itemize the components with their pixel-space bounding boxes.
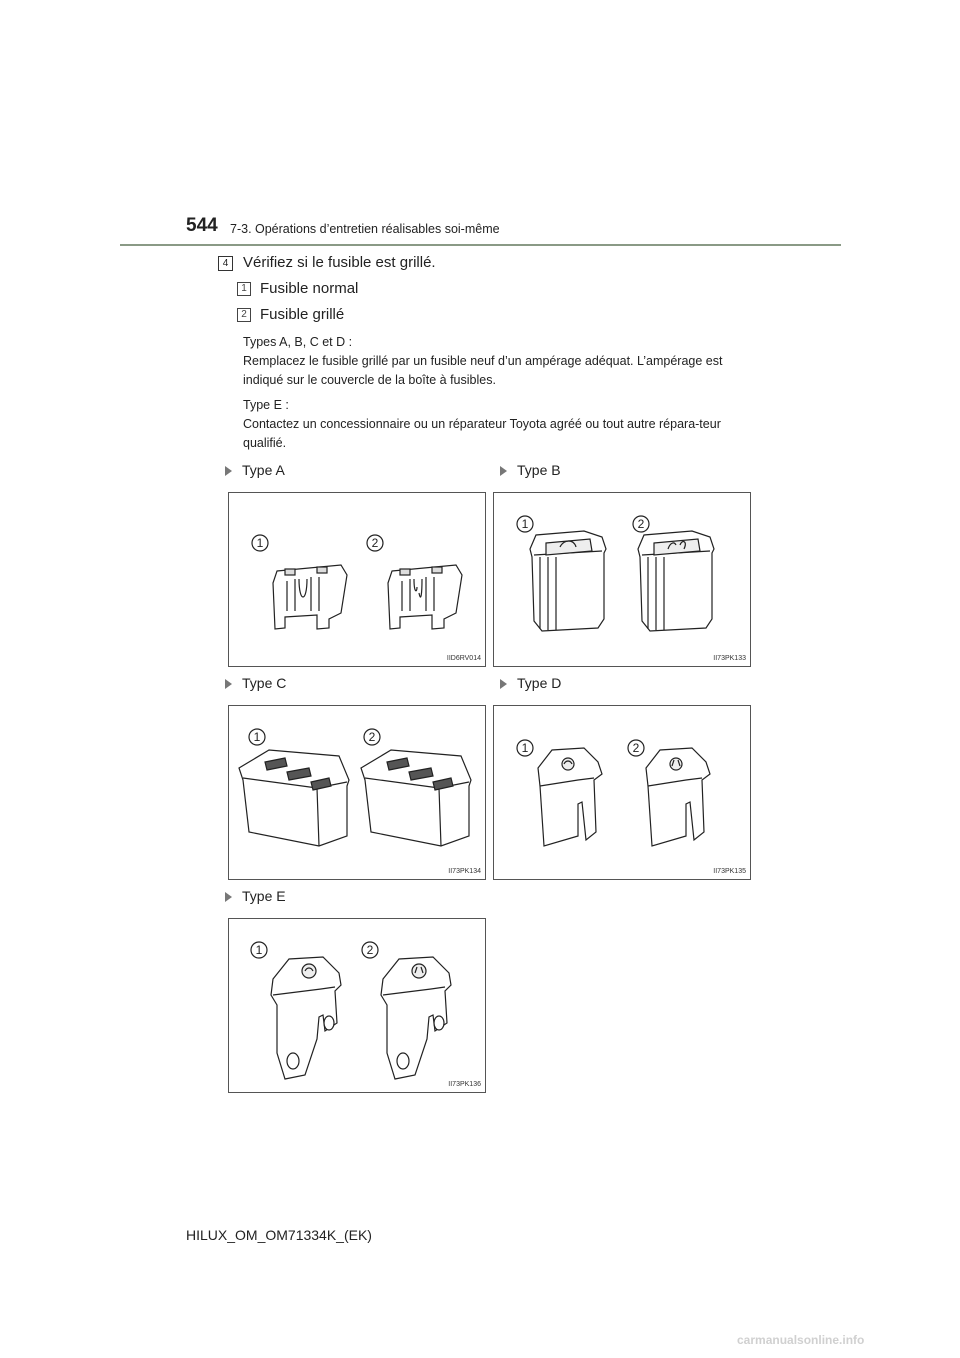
fuse-illustration-type-e: [229, 919, 485, 1092]
figure-code: II73PK134: [448, 868, 481, 875]
figure-code: IID6RV014: [446, 655, 481, 662]
arrow-icon: [225, 466, 232, 476]
figure-type-d: [493, 705, 751, 880]
item-number-1: 1: [237, 282, 251, 296]
paragraph-type-e: [243, 396, 753, 453]
paragraph-types-abcd: [243, 333, 753, 390]
arrow-icon: [225, 679, 232, 689]
callout-2: 2: [366, 943, 374, 957]
watermark-text: carmanualsonline.info: [737, 1333, 865, 1347]
callout-1: 1: [256, 536, 264, 550]
item-label-normal: Fusible normal: [260, 280, 359, 297]
header-divider: [120, 244, 841, 246]
callout-1: 1: [521, 517, 529, 531]
document-footer: HILUX_OM_OM71334K_(EK): [186, 1227, 372, 1243]
section-title: 7-3. Opérations d’entretien réalisables soi-même: [230, 222, 500, 236]
callout-1: 1: [255, 943, 263, 957]
callout-2: 2: [371, 536, 379, 550]
paragraph-lead: Types A, B, C et D :: [243, 335, 353, 349]
figure-label-type-a: Type A: [225, 462, 285, 478]
step-instruction: Vérifiez si le fusible est grillé.: [243, 254, 436, 271]
figure-label-type-c: Type C: [225, 675, 286, 691]
step-number-box: 4: [218, 256, 233, 271]
figure-label-type-e: Type E: [225, 888, 286, 904]
fuse-illustration-type-c: [229, 706, 485, 879]
figure-label-type-d: Type D: [500, 675, 561, 691]
callout-2: 2: [632, 741, 640, 755]
figure-type-c: [228, 705, 486, 880]
item-number-2: 2: [237, 308, 251, 322]
paragraph-lead: Type E :: [243, 398, 289, 412]
figure-code: II73PK135: [713, 868, 746, 875]
item-label-blown: Fusible grillé: [260, 306, 345, 323]
figure-type-b: [493, 492, 751, 667]
fuse-illustration-type-b: [494, 493, 750, 666]
arrow-icon: [500, 679, 507, 689]
page-number: 544: [186, 215, 218, 236]
figure-code: II73PK133: [713, 655, 746, 662]
callout-1: 1: [253, 730, 261, 744]
callout-2: 2: [368, 730, 376, 744]
figure-type-e: [228, 918, 486, 1093]
callout-1: 1: [521, 741, 529, 755]
arrow-icon: [225, 892, 232, 902]
figure-label-type-b: Type B: [500, 462, 561, 478]
paragraph-body: Remplacez le fusible grillé par un fusible neuf d’un ampérage adéquat. L’ampérage est indiqué sur le couvercle de la boîte à fusibles.: [243, 354, 723, 387]
fuse-illustration-type-d: [494, 706, 750, 879]
figure-type-a: [228, 492, 486, 667]
figure-code: II73PK136: [448, 1081, 481, 1088]
callout-2: 2: [637, 517, 645, 531]
fuse-illustration-type-a: [229, 493, 485, 666]
paragraph-body: Contactez un concessionnaire ou un réparateur Toyota agréé ou tout autre répara-teur qualifié.: [243, 417, 721, 450]
arrow-icon: [500, 466, 507, 476]
